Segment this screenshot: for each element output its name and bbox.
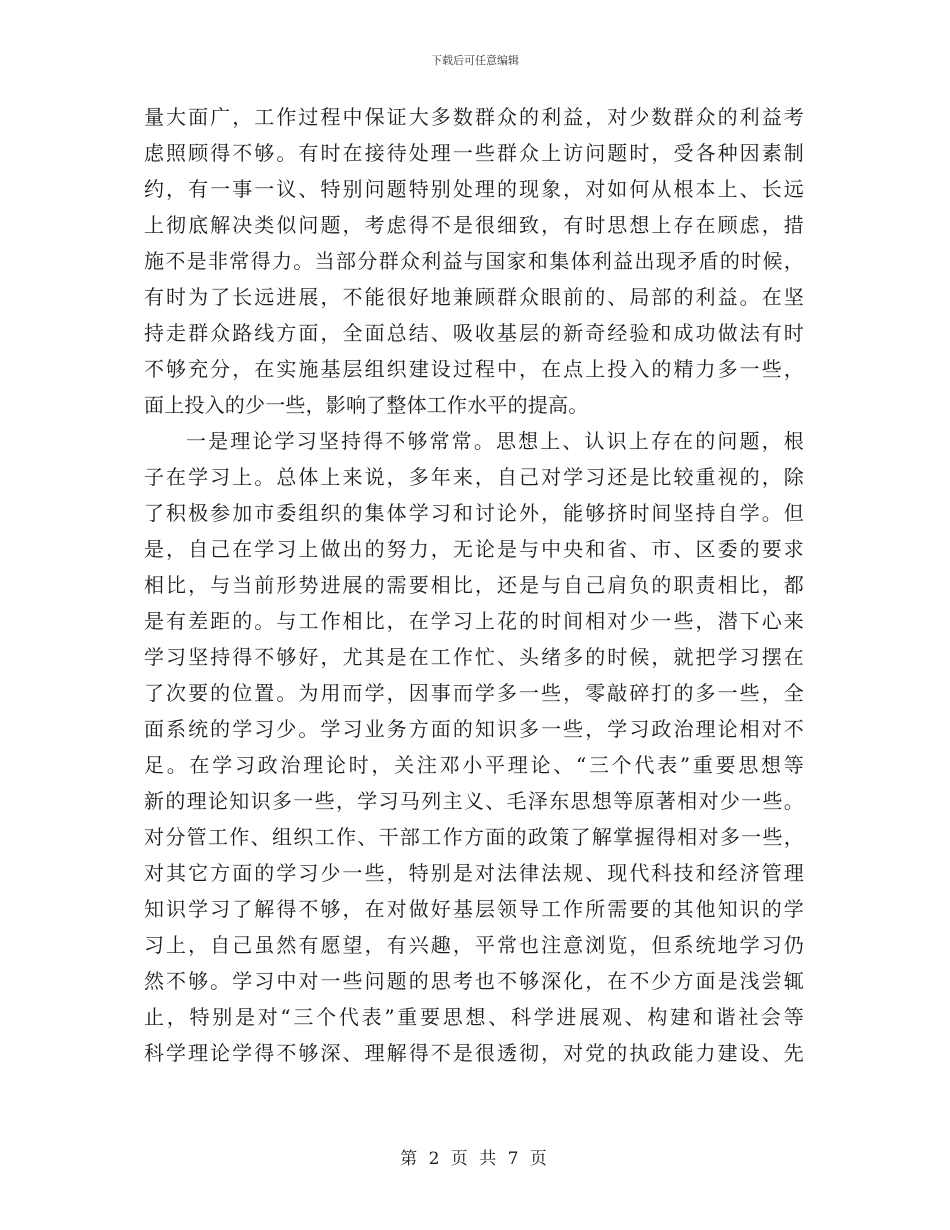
text-line: 相比，与当前形势进展的需要相比，还是与自己肩负的职责相比，都 <box>144 573 804 597</box>
text-line: 习上，自己虽然有愿望，有兴趣，平常也注意浏览，但系统地学习仍 <box>144 933 804 957</box>
text-line: 面系统的学习少。学习业务方面的知识多一些，学习政治理论相对不 <box>144 717 804 741</box>
text-line: 不够充分，在实施基层组织建设过程中，在点上投入的精力多一些， <box>144 357 804 381</box>
text-line: 对其它方面的学习少一些，特别是对法律法规、现代科技和经济管理 <box>144 861 804 885</box>
text-line: 是，自己在学习上做出的努力，无论是与中央和省、市、区委的要求 <box>144 537 804 561</box>
text-line: 有时为了长远进展，不能很好地兼顾群众眼前的、局部的利益。在坚 <box>144 285 804 309</box>
text-line: 子在学习上。总体上来说，多年来，自己对学习还是比较重视的，除 <box>144 465 804 489</box>
text-line: 虑照顾得不够。有时在接待处理一些群众上访问题时，受各种因素制 <box>144 141 804 165</box>
text-line: 知识学习了解得不够，在对做好基层领导工作所需要的其他知识的学 <box>144 897 804 921</box>
paragraph-2 <box>144 423 804 1071</box>
text-line: 新的理论知识多一些，学习马列主义、毛泽东思想等原著相对少一些。 <box>144 789 804 813</box>
text-line: 学习坚持得不够好，尤其是在工作忙、头绪多的时候，就把学习摆在 <box>144 645 804 669</box>
text-line: 面上投入的少一些，影响了整体工作水平的提高。 <box>144 393 589 417</box>
text-line: 施不是非常得力。当部分群众利益与国家和集体利益出现矛盾的时候， <box>144 249 804 273</box>
text-line: 约，有一事一议、特别问题特别处理的现象，对如何从根本上、长远 <box>144 177 804 201</box>
text-line: 持走群众路线方面，全面总结、吸收基层的新奇经验和成功做法有时 <box>144 321 804 345</box>
text-line: 了积极参加市委组织的集体学习和讨论外，能够挤时间坚持自学。但 <box>144 501 804 525</box>
paragraph-1 <box>144 99 804 423</box>
document-body <box>144 99 804 1071</box>
text-line: 科学理论学得不够深、理解得不是很透彻，对党的执政能力建设、先 <box>144 1041 804 1065</box>
text-line: 止，特别是对“三个代表”重要思想、科学进展观、构建和谐社会等 <box>144 1005 804 1029</box>
page-number: 第 2 页 共 7 页 <box>400 1149 550 1169</box>
page-header: 下载后可任意编辑 <box>431 54 519 67</box>
text-line: 了次要的位置。为用而学，因事而学多一些，零敲碎打的多一些，全 <box>144 681 804 705</box>
text-line: 量大面广，工作过程中保证大多数群众的利益，对少数群众的利益考 <box>144 105 804 129</box>
text-line: 上彻底解决类似问题，考虑得不是很细致，有时思想上存在顾虑，措 <box>144 213 804 237</box>
text-line: 足。在学习政治理论时，关注邓小平理论、“三个代表”重要思想等 <box>144 753 804 777</box>
text-line: 然不够。学习中对一些问题的思考也不够深化，在不少方面是浅尝辄 <box>144 969 804 993</box>
text-line: 一是理论学习坚持得不够常常。思想上、认识上存在的问题，根 <box>186 429 804 453</box>
text-line: 是有差距的。与工作相比，在学习上花的时间相对少一些，潜下心来 <box>144 609 804 633</box>
text-line: 对分管工作、组织工作、干部工作方面的政策了解掌握得相对多一些， <box>144 825 804 849</box>
